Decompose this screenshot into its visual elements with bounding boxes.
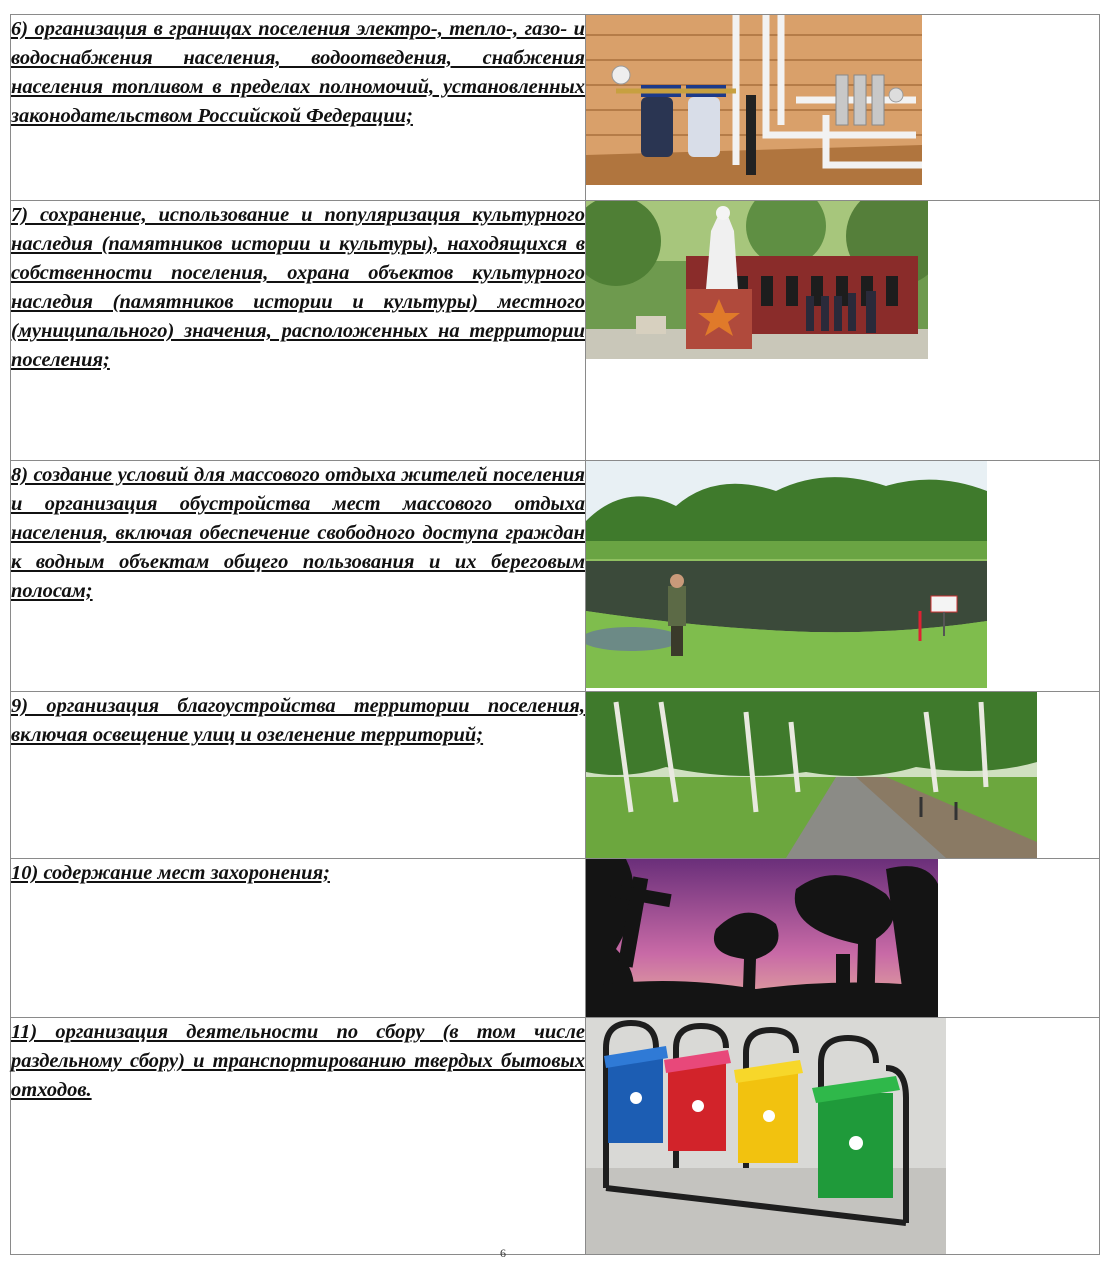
text-cell xyxy=(11,1018,586,1255)
text-cell xyxy=(11,692,586,859)
table-row xyxy=(11,201,1100,461)
page-number: 6 xyxy=(500,1246,506,1260)
item-11-text: 11) организация деятельности по сбору (в том числе раздельному сбору) и транспортированию твердых бытовых отходов. xyxy=(11,1021,585,1101)
park-alley-photo xyxy=(586,692,1037,858)
image-cell xyxy=(586,1018,1100,1255)
table-row xyxy=(11,1018,1100,1255)
item-10-text: 10) содержание мест захоронения; xyxy=(11,862,330,884)
image-cell xyxy=(586,859,1100,1018)
text-cell xyxy=(11,461,586,692)
table-row xyxy=(11,692,1100,859)
item-9-text: 9) организация благоустройства территории поселения, включая освещение улиц и озеленение территорий; xyxy=(11,695,585,746)
image-cell xyxy=(586,15,1100,201)
text-cell xyxy=(11,201,586,461)
text-cell xyxy=(11,859,586,1018)
plumbing-photo xyxy=(586,15,922,185)
item-6-text: 6) организация в границах поселения электро-, тепло-, газо- и водоснабжения населения, водоотведения, снабжения населения топливом в пределах полномочий, установленных законодательством Российской Федерации; xyxy=(11,18,585,127)
municipal-powers-table xyxy=(10,14,1100,1255)
table-row xyxy=(11,859,1100,1018)
image-cell xyxy=(586,461,1100,692)
waste-bins-photo xyxy=(586,1018,946,1254)
item-7-text: 7) сохранение, использование и популяризация культурного наследия (памятников истории и культуры), находящихся в собственности поселения, охрана объектов культурного наследия (памятников истории и культуры) местного (муниципального) значения, расположенных на территории поселения; xyxy=(11,204,585,371)
image-cell xyxy=(586,201,1100,461)
table-row xyxy=(11,461,1100,692)
pond-recreation-photo xyxy=(586,461,987,688)
table-row xyxy=(11,15,1100,201)
text-cell xyxy=(11,15,586,201)
image-cell xyxy=(586,692,1100,859)
cemetery-silhouette-photo xyxy=(586,859,938,1017)
war-memorial-photo xyxy=(586,201,928,359)
item-8-text: 8) создание условий для массового отдыха жителей поселения и организация обустройства мест массового отдыха населения, включая обеспечение свободного доступа граждан к водным объектам общего пользования и их береговым полосам; xyxy=(11,464,585,602)
